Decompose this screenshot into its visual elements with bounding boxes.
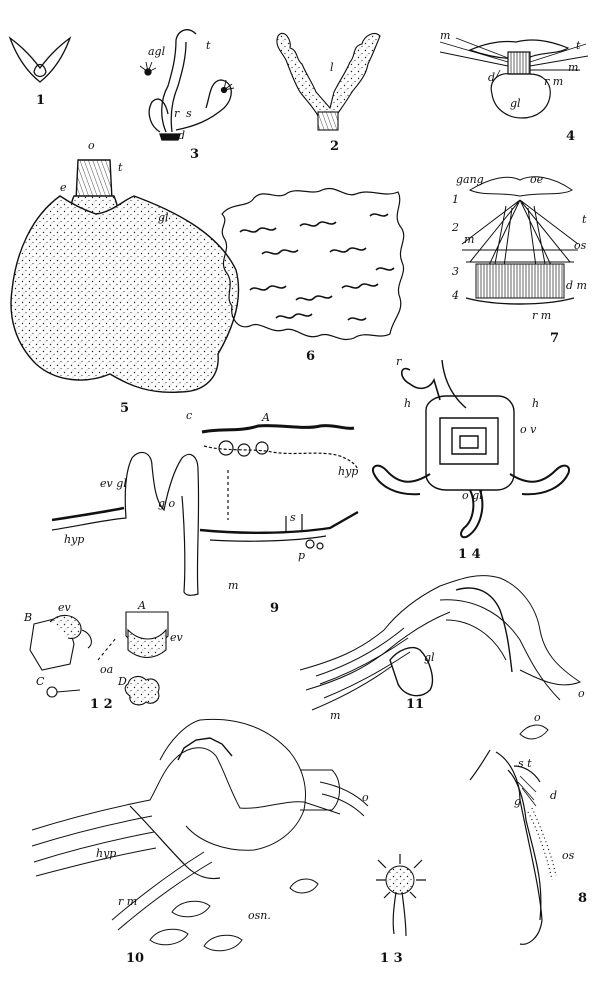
fig4-label-rm: r m bbox=[544, 75, 564, 88]
fig10-label-o: o bbox=[362, 791, 369, 804]
fig12-label-A: A bbox=[138, 599, 146, 612]
figure-14-drawing bbox=[373, 360, 569, 537]
fig12-label-B: B bbox=[24, 611, 33, 624]
figure-1-drawing bbox=[10, 38, 70, 82]
fig8-label-d: d bbox=[550, 789, 558, 802]
figure-10-drawing bbox=[32, 719, 368, 950]
figure-number-3: 3 bbox=[190, 147, 200, 162]
fig4-label-d: d bbox=[488, 71, 496, 84]
figure-2-drawing bbox=[277, 33, 380, 130]
fig9-label-go: g o bbox=[158, 497, 176, 510]
figure-8-drawing bbox=[470, 750, 556, 944]
fig3-label-r: r bbox=[174, 107, 180, 120]
figure-number-2: 2 bbox=[330, 139, 340, 154]
fig11-label-o2: o bbox=[534, 711, 541, 724]
fig9-label-c: c bbox=[186, 409, 193, 422]
fig12-label-ev: ev bbox=[58, 601, 71, 614]
figure-number-8: 8 bbox=[578, 891, 588, 906]
fig3-label-t: t bbox=[206, 39, 211, 52]
fig4-label-gl: gl bbox=[510, 97, 521, 110]
fig5-label-gl: gl bbox=[158, 211, 169, 224]
figure-number-14: 1 4 bbox=[458, 547, 481, 562]
fig5-label-o: o bbox=[88, 139, 95, 152]
fig7-label-4: 4 bbox=[452, 289, 459, 302]
figure-number-7: 7 bbox=[550, 331, 560, 346]
fig3-label-d: d bbox=[178, 129, 186, 142]
fig9-label-evgl: ev gl bbox=[100, 477, 127, 490]
figure-7-drawing bbox=[462, 177, 578, 304]
figure-number-11: 11 bbox=[406, 697, 425, 712]
fig9-label-hyp2: hyp bbox=[338, 465, 359, 478]
fig11-label-gl: gl bbox=[424, 651, 435, 664]
figure-12-drawing bbox=[30, 612, 168, 705]
fig8-label-st: s t bbox=[518, 757, 532, 770]
fig12-label-C: C bbox=[36, 675, 45, 688]
fig7-label-os: os bbox=[574, 239, 587, 252]
fig11-label-o: o bbox=[578, 687, 585, 700]
figure-number-12: 1 2 bbox=[90, 697, 113, 712]
fig2-label-l: l bbox=[330, 61, 334, 74]
fig7-label-1: 1 bbox=[452, 193, 459, 206]
fig10-label-osn: osn. bbox=[248, 909, 271, 922]
fig5-label-t: t bbox=[118, 161, 123, 174]
fig4-label-t: t bbox=[576, 39, 581, 52]
fig8-label-os: os bbox=[562, 849, 575, 862]
fig12-label-ev2: ev bbox=[170, 631, 183, 644]
fig7-label-2: 2 bbox=[452, 221, 459, 234]
fig9-label-s: s bbox=[290, 511, 296, 524]
fig9-label-m: m bbox=[228, 579, 239, 592]
fig14-label-r: r bbox=[396, 355, 402, 368]
fig9-label-hyp: hyp bbox=[64, 533, 85, 546]
fig7-label-gang: gang bbox=[456, 173, 484, 186]
figure-13-drawing bbox=[376, 854, 426, 936]
figure-number-4: 4 bbox=[566, 129, 576, 144]
fig4-label-m: m bbox=[440, 29, 451, 42]
figure-number-6: 6 bbox=[306, 349, 316, 364]
figure-number-1: 1 bbox=[36, 93, 46, 108]
figure-6-drawing bbox=[222, 188, 404, 339]
fig8-label-g: g bbox=[514, 795, 522, 808]
fig7-label-m: m bbox=[464, 233, 475, 246]
fig10-label-hyp: hyp bbox=[96, 847, 117, 860]
fig7-label-3: 3 bbox=[452, 265, 459, 278]
figure-5-drawing bbox=[11, 160, 239, 392]
fig12-label-D: D bbox=[118, 675, 127, 688]
figure-number-9: 9 bbox=[270, 601, 280, 616]
figure-9-drawing bbox=[52, 426, 358, 596]
fig14-label-ov: o v bbox=[520, 423, 537, 436]
fig5-label-e: e bbox=[60, 181, 67, 194]
fig14-label-ogl: o gl bbox=[462, 489, 483, 502]
fig4-label-m2: m bbox=[568, 61, 579, 74]
fig11-label-m: m bbox=[330, 709, 341, 722]
figure-number-10: 10 bbox=[126, 951, 145, 966]
fig3-label-s: s bbox=[186, 107, 192, 120]
fig14-label-h: h bbox=[404, 397, 412, 410]
fig7-label-t: t bbox=[582, 213, 587, 226]
fig14-label-h2: h bbox=[532, 397, 540, 410]
fig7-label-rm: r m bbox=[532, 309, 552, 322]
fig7-label-oe: oe bbox=[530, 173, 544, 186]
fig7-label-dm: d m bbox=[566, 279, 587, 292]
fig9-label-p: p bbox=[298, 549, 306, 562]
fig3-label-agl: agl bbox=[148, 45, 166, 58]
fig12-label-oa: oa bbox=[100, 663, 114, 676]
fig10-label-rm: r m bbox=[118, 895, 138, 908]
figure-number-13: 1 3 bbox=[380, 951, 403, 966]
figure-number-5: 5 bbox=[120, 401, 130, 416]
fig9-label-A: A bbox=[262, 411, 270, 424]
